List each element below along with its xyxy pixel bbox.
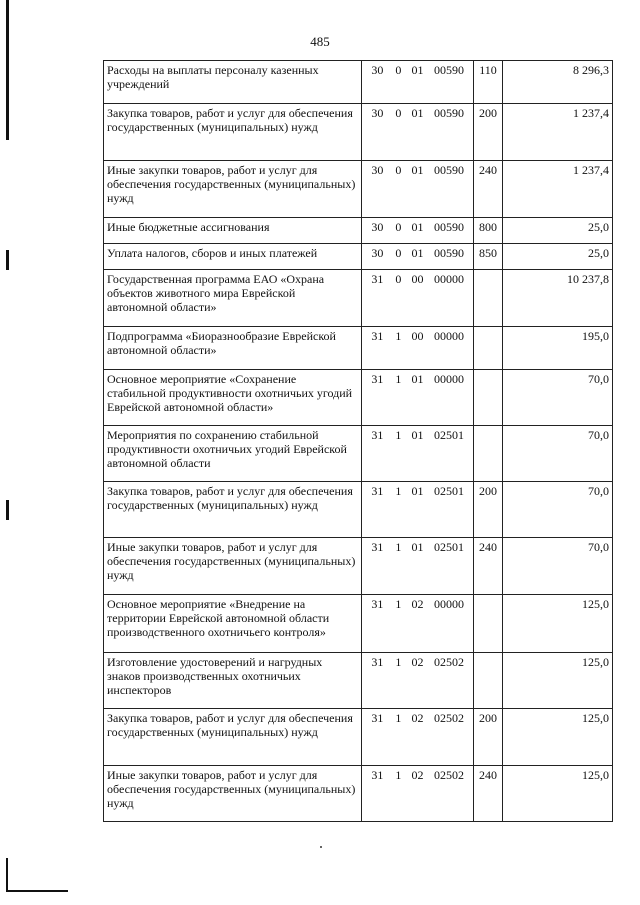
table-row <box>104 426 613 482</box>
table-row <box>104 161 613 218</box>
program-code: 30 <box>371 106 384 120</box>
subprogram-code: 1 <box>395 655 402 669</box>
measure-code: 01 <box>411 540 424 554</box>
direction-code: 02501 <box>434 428 464 442</box>
measure-code: 00 <box>411 272 424 286</box>
row-description: Иные закупки товаров, работ и услуг для обеспечения государственных (муниципальных) нужд <box>104 766 362 822</box>
measure-code: 01 <box>411 428 424 442</box>
table-row <box>104 270 613 327</box>
row-description: Расходы на выплаты персоналу казенных учреждений <box>104 61 362 104</box>
program-code: 31 <box>371 272 384 286</box>
row-code <box>362 709 474 766</box>
row-code <box>362 61 474 104</box>
direction-code: 00000 <box>434 597 464 611</box>
row-code <box>362 244 474 270</box>
direction-code: 00590 <box>434 163 464 177</box>
subprogram-code: 0 <box>395 246 402 260</box>
row-code <box>362 218 474 244</box>
expense-type-code <box>474 327 503 370</box>
row-description: Иные закупки товаров, работ и услуг для обеспечения государственных (муниципальных) нужд <box>104 538 362 595</box>
measure-code: 02 <box>411 768 424 782</box>
row-code <box>362 270 474 327</box>
direction-code: 02502 <box>434 655 464 669</box>
scan-edge-mark <box>6 0 9 140</box>
subprogram-code: 0 <box>395 106 402 120</box>
expense-type-code: 200 <box>474 709 503 766</box>
program-code: 30 <box>371 220 384 234</box>
direction-code: 00590 <box>434 63 464 77</box>
table-row <box>104 327 613 370</box>
row-description: Закупка товаров, работ и услуг для обеспечения государственных (муниципальных) нужд <box>104 709 362 766</box>
row-description: Подпрограмма «Биоразнообразие Еврейской автономной области» <box>104 327 362 370</box>
row-description: Закупка товаров, работ и услуг для обеспечения государственных (муниципальных) нужд <box>104 482 362 538</box>
measure-code: 00 <box>411 329 424 343</box>
subprogram-code: 1 <box>395 540 402 554</box>
expense-type-code <box>474 370 503 426</box>
table-row <box>104 766 613 822</box>
row-code <box>362 482 474 538</box>
row-description: Государственная программа ЕАО «Охрана объектов животного мира Еврейской автономной области» <box>104 270 362 327</box>
measure-code: 01 <box>411 246 424 260</box>
direction-code: 02502 <box>434 711 464 725</box>
row-amount: 70,0 <box>503 482 613 538</box>
row-description: Иные бюджетные ассигнования <box>104 218 362 244</box>
table-row <box>104 538 613 595</box>
expense-type-code <box>474 653 503 709</box>
expense-type-code: 200 <box>474 482 503 538</box>
subprogram-code: 1 <box>395 711 402 725</box>
direction-code: 00000 <box>434 372 464 386</box>
expense-type-code <box>474 426 503 482</box>
subprogram-code: 1 <box>395 597 402 611</box>
expense-type-code: 240 <box>474 766 503 822</box>
direction-code: 02502 <box>434 768 464 782</box>
row-amount: 70,0 <box>503 426 613 482</box>
subprogram-code: 1 <box>395 768 402 782</box>
measure-code: 02 <box>411 711 424 725</box>
expense-type-code: 850 <box>474 244 503 270</box>
program-code: 31 <box>371 484 384 498</box>
expense-type-code <box>474 270 503 327</box>
table-row <box>104 482 613 538</box>
measure-code: 01 <box>411 372 424 386</box>
row-amount: 1 237,4 <box>503 104 613 161</box>
program-code: 31 <box>371 428 384 442</box>
direction-code: 00000 <box>434 272 464 286</box>
direction-code: 02501 <box>434 484 464 498</box>
direction-code: 00590 <box>434 106 464 120</box>
row-description: Изготовление удостоверений и нагрудных знаков производственных охотничьих инспекторов <box>104 653 362 709</box>
row-code <box>362 161 474 218</box>
row-description: Иные закупки товаров, работ и услуг для обеспечения государственных (муниципальных) нужд <box>104 161 362 218</box>
subprogram-code: 0 <box>395 272 402 286</box>
row-amount: 70,0 <box>503 538 613 595</box>
row-description: Закупка товаров, работ и услуг для обеспечения государственных (муниципальных) нужд <box>104 104 362 161</box>
row-amount: 125,0 <box>503 595 613 653</box>
row-code <box>362 426 474 482</box>
row-amount: 25,0 <box>503 218 613 244</box>
scan-edge-mark <box>6 500 9 520</box>
row-description: Основное мероприятие «Сохранение стабильной продуктивности охотничьих угодий Еврейской автономной области» <box>104 370 362 426</box>
row-amount: 195,0 <box>503 327 613 370</box>
row-amount: 1 237,4 <box>503 161 613 218</box>
measure-code: 01 <box>411 63 424 77</box>
subprogram-code: 0 <box>395 220 402 234</box>
program-code: 31 <box>371 655 384 669</box>
table-row <box>104 653 613 709</box>
table-row <box>104 709 613 766</box>
direction-code: 00590 <box>434 246 464 260</box>
row-amount: 10 237,8 <box>503 270 613 327</box>
expense-type-code: 200 <box>474 104 503 161</box>
row-amount: 125,0 <box>503 766 613 822</box>
program-code: 31 <box>371 711 384 725</box>
subprogram-code: 1 <box>395 484 402 498</box>
table-row <box>104 218 613 244</box>
measure-code: 01 <box>411 484 424 498</box>
scan-speck <box>320 846 322 848</box>
measure-code: 01 <box>411 163 424 177</box>
budget-table <box>103 60 613 822</box>
table-row <box>104 595 613 653</box>
row-description: Мероприятия по сохранению стабильной продуктивности охотничьих угодий Еврейской автономной области <box>104 426 362 482</box>
row-code <box>362 327 474 370</box>
table-row <box>104 104 613 161</box>
row-amount: 125,0 <box>503 653 613 709</box>
scan-corner-mark <box>6 858 8 892</box>
subprogram-code: 0 <box>395 63 402 77</box>
expense-type-code: 110 <box>474 61 503 104</box>
direction-code: 00590 <box>434 220 464 234</box>
row-code <box>362 653 474 709</box>
program-code: 31 <box>371 372 384 386</box>
measure-code: 01 <box>411 220 424 234</box>
row-amount: 25,0 <box>503 244 613 270</box>
expense-type-code: 240 <box>474 161 503 218</box>
subprogram-code: 0 <box>395 163 402 177</box>
program-code: 30 <box>371 63 384 77</box>
row-description: Уплата налогов, сборов и иных платежей <box>104 244 362 270</box>
row-code <box>362 538 474 595</box>
subprogram-code: 1 <box>395 329 402 343</box>
measure-code: 02 <box>411 597 424 611</box>
program-code: 31 <box>371 768 384 782</box>
table-row <box>104 61 613 104</box>
program-code: 30 <box>371 163 384 177</box>
row-code <box>362 595 474 653</box>
direction-code: 00000 <box>434 329 464 343</box>
expense-type-code <box>474 595 503 653</box>
row-code <box>362 766 474 822</box>
row-code <box>362 370 474 426</box>
row-amount: 8 296,3 <box>503 61 613 104</box>
scan-edge-mark <box>6 250 9 270</box>
program-code: 31 <box>371 329 384 343</box>
scan-corner-mark <box>6 890 68 892</box>
row-amount: 125,0 <box>503 709 613 766</box>
expense-type-code: 240 <box>474 538 503 595</box>
row-amount: 70,0 <box>503 370 613 426</box>
page-number: 485 <box>310 34 330 49</box>
subprogram-code: 1 <box>395 428 402 442</box>
expense-type-code: 800 <box>474 218 503 244</box>
table-row <box>104 370 613 426</box>
measure-code: 02 <box>411 655 424 669</box>
direction-code: 02501 <box>434 540 464 554</box>
row-description: Основное мероприятие «Внедрение на территории Еврейской автономной области производственного охотничьего контроля» <box>104 595 362 653</box>
subprogram-code: 1 <box>395 372 402 386</box>
program-code: 30 <box>371 246 384 260</box>
program-code: 31 <box>371 597 384 611</box>
row-code <box>362 104 474 161</box>
table-row <box>104 244 613 270</box>
program-code: 31 <box>371 540 384 554</box>
measure-code: 01 <box>411 106 424 120</box>
